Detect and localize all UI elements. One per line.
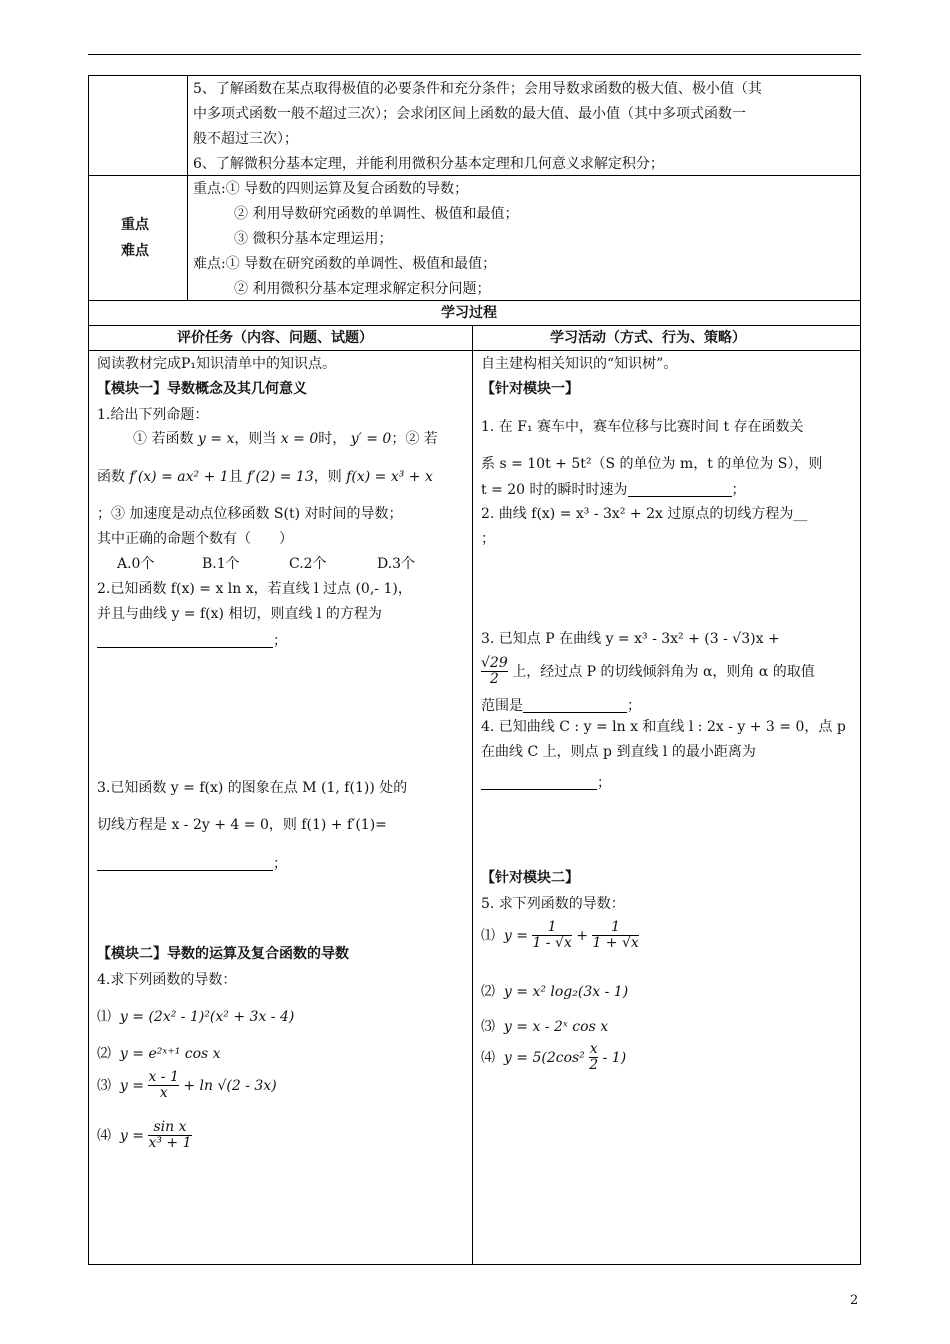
fraction: $\frac{1}{1 - √x}$ [532,919,572,952]
table-border-bottom [88,1264,861,1265]
question-4-item-4: ⑷ y = $\frac{\text{sin x}}{\text{x³ + 1}}$ [97,1119,192,1152]
option-a: A.0个 [117,556,155,572]
right-question-3-line-3: 范围是 ； [481,698,641,714]
objective-6: 6、了解微积分基本定理，并能利用微积分基本定理和几何意义求解定积分； [193,156,664,172]
row-divider-1 [88,175,861,176]
question-2-answer: ； [97,633,287,648]
answer-blank[interactable] [481,775,597,790]
objective-5-line-1: 5、了解函数在某点取得极值的必要条件和充分条件；会用导数求函数的极大值、极小值（其 [193,81,762,97]
right-question-5-item-4: ⑷ y = 5(2cos² $\frac{x}{2}$ - 1) [481,1041,627,1074]
right-question-5-item-2: ⑵ y = x² log₂(3x - 1) [481,984,629,1000]
fraction: $\frac{√29}{2}$ [481,655,508,688]
left-column-header: 评价任务（内容、问题、试题） [177,330,373,346]
row-divider-4 [88,350,861,351]
right-question-5-item-3: ⑶ y = x - 2ˣ cos x [481,1019,609,1035]
question-1-line-d: 其中正确的命题个数有（ ） [97,531,293,547]
right-question-3-line-2: $\frac{√29}{2}$ 上，经过点 P 的切线倾斜角为 α，则角 α 的取值 [481,655,815,688]
right-question-4-line-2: 在曲线 C 上，则点 p 到直线 l 的最小距离为 [481,744,756,760]
right-module-2-title: 【针对模块二】 [481,870,579,886]
fraction: $\frac{x}{2}$ [589,1041,599,1074]
option-d: D.3个 [377,556,416,572]
focus-label-key: 重点 [121,217,149,233]
table-border-top [88,75,861,76]
question-4-item-1: ⑴ y = (2x² - 1)²(x² + 3x - 4) [97,1009,295,1025]
row-divider-3 [88,325,861,326]
focus-key-1: 重点:① 导数的四则运算及复合函数的导数； [193,181,469,197]
right-question-1-line-3: t = 20 时的瞬时时速为 ； [481,482,746,498]
row-divider-2 [88,300,861,301]
left-module-2-title: 【模块二】导数的运算及复合函数的导数 [97,946,349,962]
question-4-item-3: ⑶ y = $\frac{x - 1}{x}$ + ln √(2 - 3x) [97,1069,277,1102]
option-c: C.2个 [289,556,327,572]
label-column-divider [187,75,188,300]
fraction: $\frac{x - 1}{x}$ [148,1069,179,1102]
question-1-line-b: 函数 f′(x) = ax² + 1且 f′(2) = 13，则 f(x) = x³ + x [97,469,433,485]
question-1-title: 1.给出下列命题： [97,407,209,423]
right-question-4-line-1: 4. 已知曲线 C : y = ln x 和直线 l : 2x - y + 3 = 0，点 p [481,719,846,735]
right-column-header: 学习活动（方式、行为、策略） [550,330,746,346]
right-question-2: 2. 曲线 f(x) = x³ - 3x² + 2x 过原点的切线方程为__ [481,506,808,522]
answer-blank[interactable] [523,698,627,713]
question-1-line-c: ；③ 加速度是动点位移函数 S(t) 对时间的导数； [97,506,403,522]
right-module-1-title: 【针对模块一】 [481,381,579,397]
table-border-left [88,75,89,1265]
answer-blank[interactable] [97,856,273,871]
right-question-5-title: 5. 求下列函数的导数： [481,896,625,912]
question-3-line-2: 切线方程是 x - 2y + 4 = 0，则 f(1) + f′(1)= [97,817,387,833]
objective-5-line-3: 般不超过三次）； [193,131,298,147]
focus-difficult-2: ② 利用微积分基本定理求解定积分问题； [234,281,491,297]
right-intro: 自主建构相关知识的“知识树”。 [481,356,678,372]
right-question-3-line-1: 3. 已知点 P 在曲线 y = x³ - 3x² + (3 - √3)x + [481,631,780,647]
right-question-1-line-1: 1. 在 F₁ 赛车中，赛车位移与比赛时间 t 存在函数关 [481,419,804,435]
header-rule [88,54,861,55]
process-column-divider [472,325,473,1265]
right-question-4-answer: ； [481,775,611,790]
focus-label-difficult: 难点 [121,243,149,259]
focus-key-2: ② 利用导数研究函数的单调性、极值和最值； [234,206,519,222]
question-4-item-2: ⑵ y = e²ˣ⁺¹ cos x [97,1046,221,1062]
option-b: B.1个 [202,556,240,572]
fraction: $\frac{1}{1 + √x}$ [592,919,639,952]
question-4-title: 4.求下列函数的导数： [97,972,237,988]
fraction: $\frac{\text{sin x}}{\text{x³ + 1}}$ [148,1119,192,1152]
right-question-5-item-1: ⑴ y = $\frac{1}{1 - √x}$ + $\frac{1}{1 + √x}$ [481,919,639,952]
answer-blank[interactable] [97,633,273,648]
question-3-answer: ； [97,856,287,871]
question-3-line-1: 3.已知函数 y = f(x) 的图象在点 M (1, f(1)) 处的 [97,780,408,796]
page-number: 2 [850,1293,859,1308]
focus-difficult-1: 难点:① 导数在研究函数的单调性、极值和最值； [193,256,497,272]
left-module-1-title: 【模块一】导数概念及其几何意义 [97,381,307,397]
process-title: 学习过程 [441,305,497,321]
left-intro: 阅读教材完成P₁知识清单中的知识点。 [97,356,337,372]
question-1-line-a: ① 若函数 y = x，则当 x = 0时， y′ = 0；② 若 [133,431,438,447]
answer-blank[interactable] [628,482,732,497]
question-2-line-1: 2.已知函数 f(x) = x ln x，若直线 l 过点 (0,- 1)， [97,581,412,597]
table-border-right [860,75,861,1265]
question-2-line-2: 并且与曲线 y = f(x) 相切，则直线 l 的方程为 [97,606,382,622]
right-question-2-end: ； [481,531,495,547]
objective-5-line-2: 中多项式函数一般不超过三次）；会求闭区间上函数的最大值、最小值（其中多项式函数一 [193,106,746,122]
right-question-1-line-2: 系 s = 10t + 5t²（S 的单位为 m，t 的单位为 S），则 [481,456,823,472]
focus-key-3: ③ 微积分基本定理运用； [234,231,393,247]
